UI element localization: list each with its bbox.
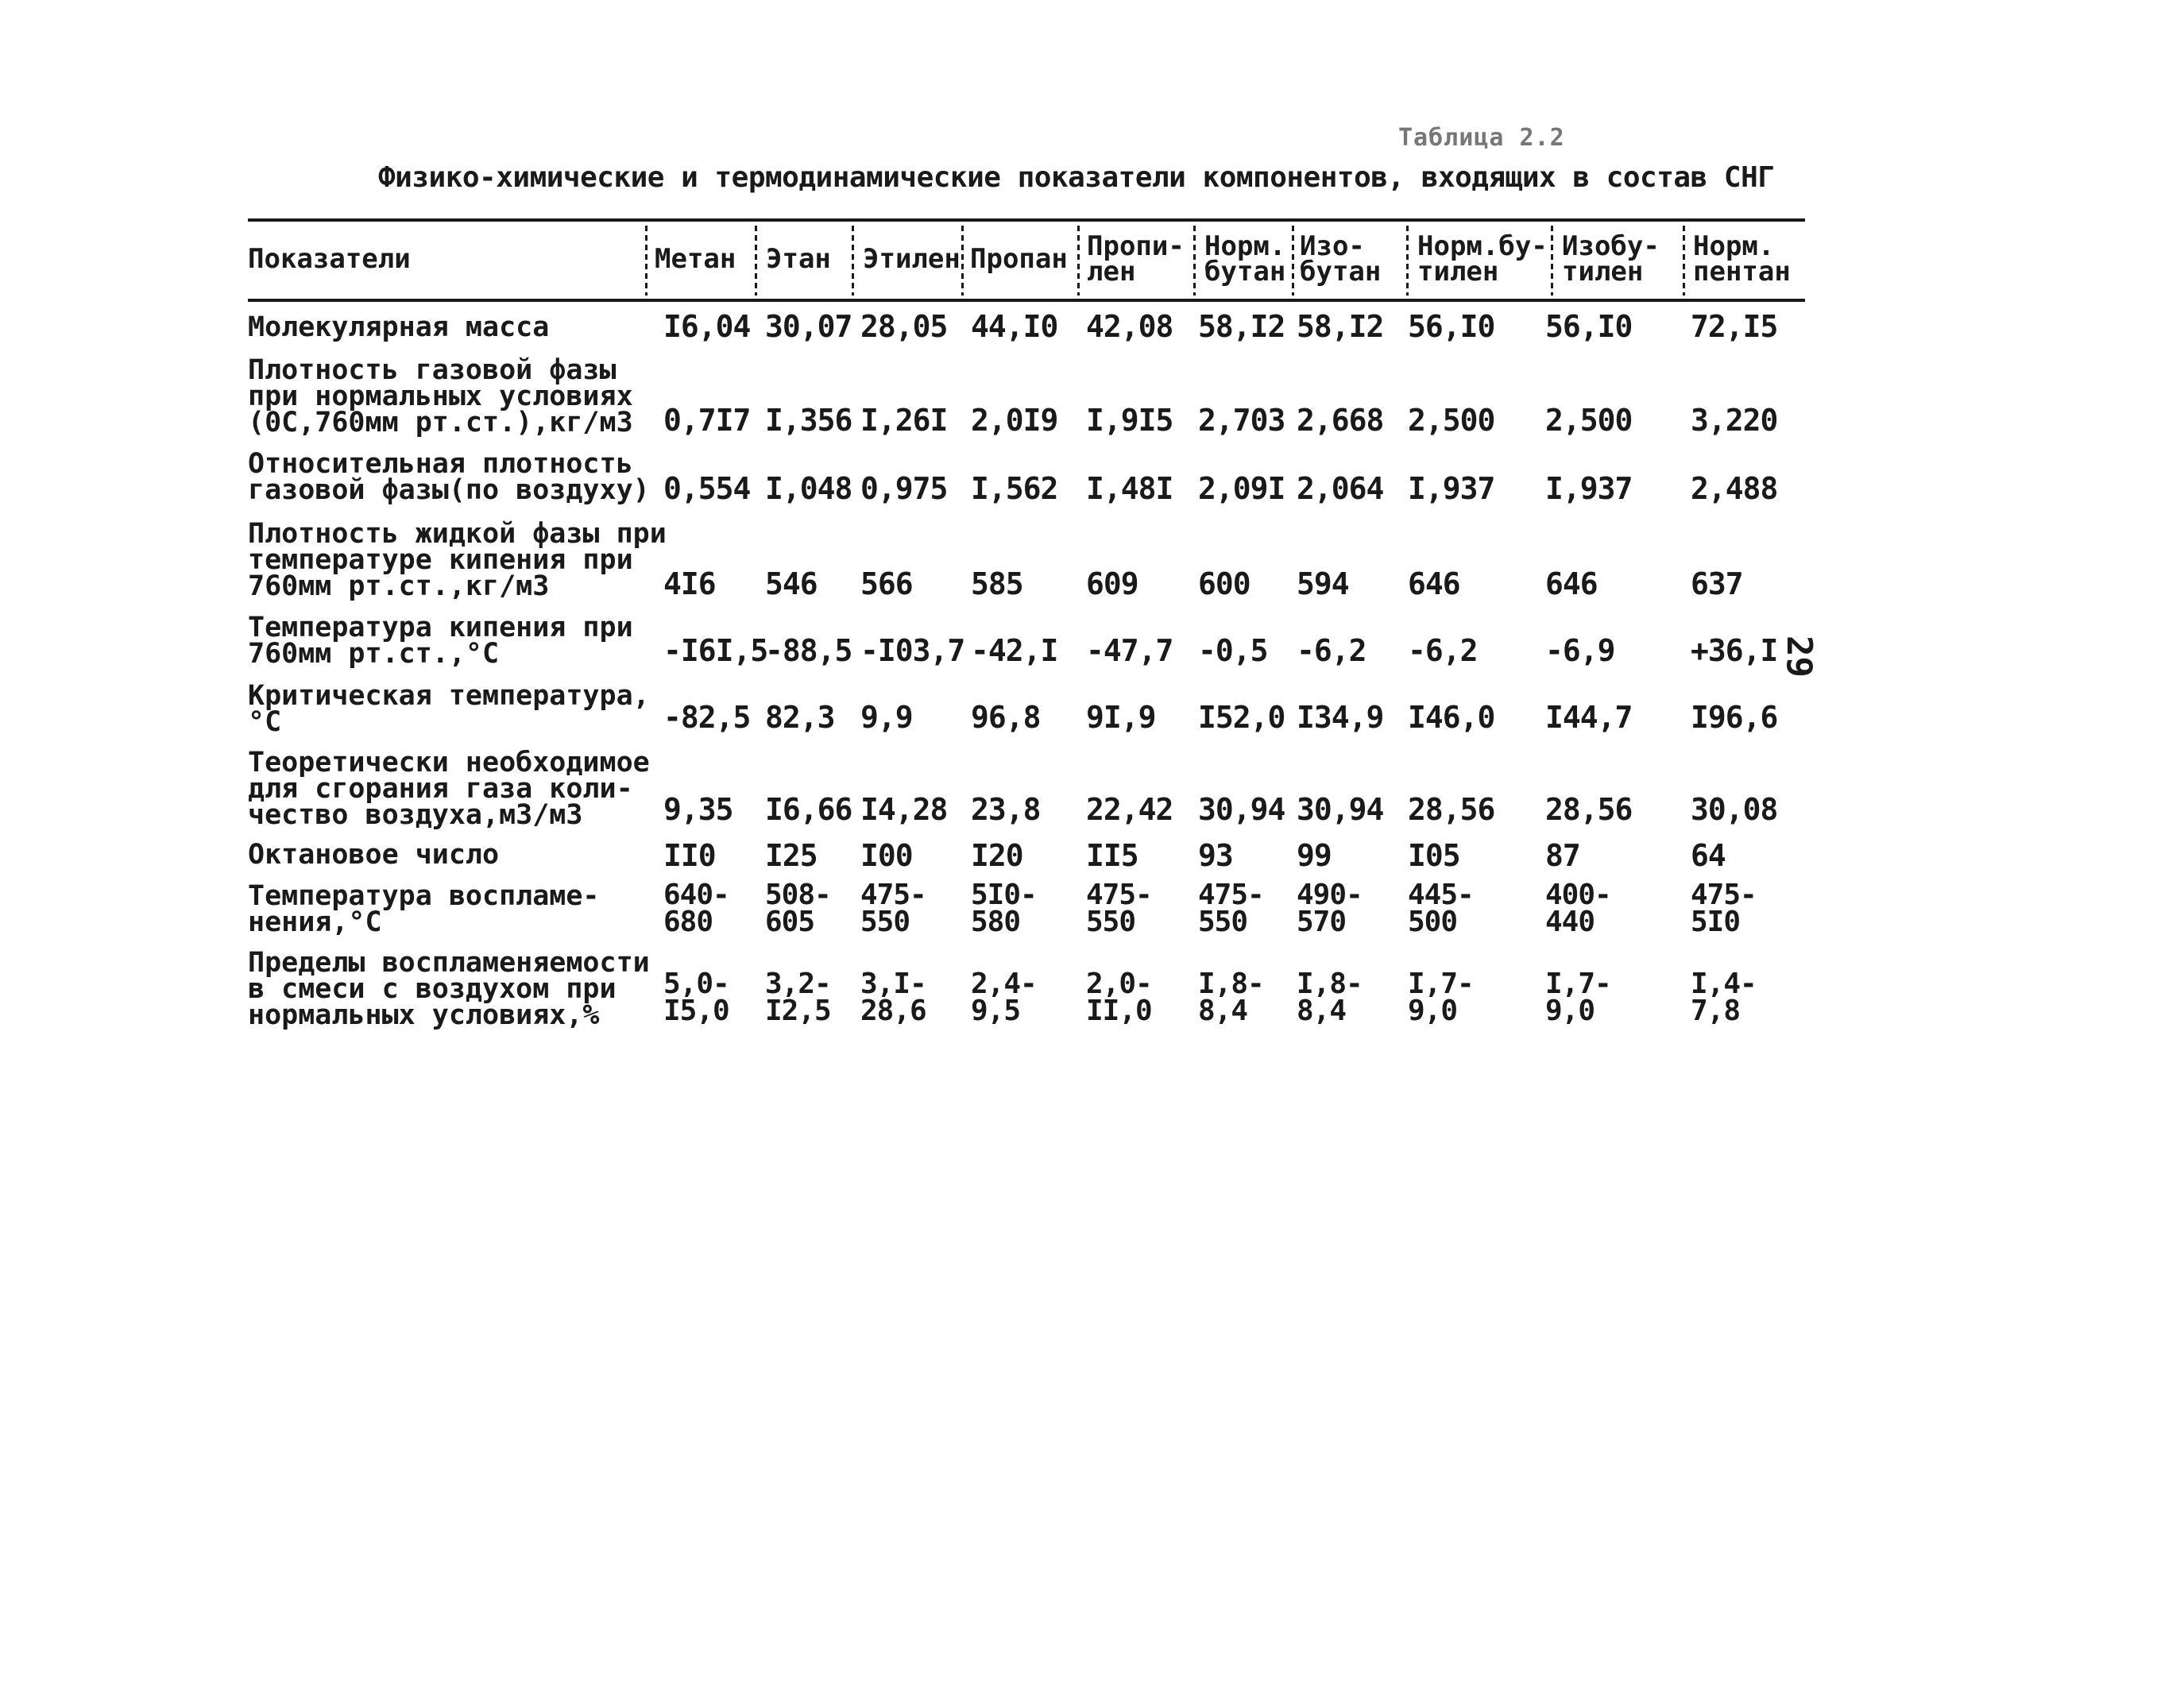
table-cell-line: 600 <box>1198 566 1250 601</box>
table-cell <box>1408 840 1460 871</box>
header-column-line: бутан <box>1204 256 1286 288</box>
table-cell-line: I6,66 <box>765 792 852 827</box>
table-cell <box>765 968 831 1027</box>
table-cell <box>971 968 1037 1027</box>
table-cell <box>1086 700 1156 735</box>
header-column-line: Норм.бу- <box>1417 230 1548 262</box>
table-cell-line: 2,064 <box>1297 471 1384 506</box>
header-column <box>766 243 831 275</box>
table-cell <box>1198 566 1250 601</box>
table-cell <box>765 311 852 342</box>
table-cell-line: I25 <box>765 838 818 873</box>
row-label-line: Плотность газовой фазы <box>248 354 617 386</box>
table-cell-line: -I6I,5 <box>663 633 768 668</box>
table-cell-line: I,4- <box>1691 968 1757 1000</box>
table-cell-line: 637 <box>1691 566 1743 601</box>
row-label-line: °С <box>248 706 282 738</box>
header-column <box>1562 230 1660 288</box>
table-cell <box>1198 403 1285 438</box>
table-cell <box>1545 311 1632 342</box>
table-cell <box>1408 968 1474 1027</box>
table-cell-line: 9,35 <box>663 792 733 827</box>
table-cell-line: 0,975 <box>860 471 948 506</box>
table-cell <box>971 311 1057 342</box>
row-label <box>248 839 500 871</box>
table-cell-line: 0,554 <box>663 471 751 506</box>
table-cell-line: 87 <box>1545 838 1580 873</box>
header-column-line: Этилен <box>863 243 961 275</box>
table-cell <box>971 473 1057 504</box>
table-cell-line: 594 <box>1297 566 1349 601</box>
table-cell-line: 500 <box>1408 906 1458 938</box>
row-label-line: Критическая температура, <box>248 680 650 712</box>
table-cell-line: -88,5 <box>765 633 852 668</box>
table-cell-line: 2,703 <box>1198 403 1285 438</box>
table-cell <box>663 879 729 938</box>
table-cell <box>1691 566 1743 601</box>
table-cell-line: 8,4 <box>1297 995 1347 1027</box>
table-cell <box>663 403 751 438</box>
table-cell-line: I05 <box>1408 838 1460 873</box>
table-cell <box>860 840 913 871</box>
table-cell <box>1691 700 1778 735</box>
header-separator <box>852 226 854 296</box>
header-column <box>1300 230 1382 288</box>
table-cell-line: 58,I2 <box>1198 309 1285 344</box>
table-cell <box>1297 403 1384 438</box>
table-cell <box>1086 633 1173 668</box>
header-separator <box>1551 226 1553 296</box>
table-cell-line: 30,94 <box>1297 792 1384 827</box>
table-cell-line: I,8- <box>1198 968 1264 1000</box>
table-cell-line: 445- <box>1408 879 1474 911</box>
table-cell-line: 475- <box>1691 879 1757 911</box>
row-label-line: нения,°С <box>248 906 382 938</box>
table-cell <box>971 633 1058 668</box>
table-cell <box>860 311 947 342</box>
table-cell-line: 30,08 <box>1691 792 1778 827</box>
table-cell <box>1691 403 1778 438</box>
row-label-line: Температура кипения при <box>248 612 633 643</box>
table-cell-line: 585 <box>971 566 1023 601</box>
table-cell-line: I,26I <box>860 403 948 438</box>
table-cell <box>1198 879 1264 938</box>
header-column-line: Этан <box>766 243 831 275</box>
table-cell-line: I4,28 <box>860 792 948 827</box>
row-label-line: 760мм рт.ст.,кг/м3 <box>248 570 550 602</box>
header-column <box>863 243 961 275</box>
table-cell-line: 9,0 <box>1545 995 1595 1027</box>
table-cell <box>1198 633 1268 668</box>
table-cell-line: 93 <box>1198 838 1233 873</box>
table-cell <box>663 566 716 601</box>
table-cell <box>1297 840 1332 871</box>
table-cell-line: 30,07 <box>765 309 852 344</box>
table-cell-line: 646 <box>1408 566 1460 601</box>
table-cell <box>663 700 751 735</box>
table-cell <box>1545 968 1611 1027</box>
header-separator <box>755 226 757 296</box>
table-cell <box>1691 794 1777 825</box>
row-label-line: 760мм рт.ст.,°С <box>248 638 500 670</box>
header-separator <box>1077 226 1080 296</box>
table-cell-line: 508- <box>765 879 831 911</box>
table-cell <box>1691 633 1778 668</box>
table-cell-line: 550 <box>860 906 910 938</box>
table-cell-line: 3,I- <box>860 968 926 1000</box>
table-cell-line: I20 <box>971 838 1023 873</box>
table-cell-line: 28,05 <box>860 309 948 344</box>
table-cell <box>860 403 948 438</box>
table-cell-line: I44,7 <box>1545 700 1633 735</box>
table-cell-line: 2,668 <box>1297 403 1384 438</box>
table-cell-line: 550 <box>1086 906 1136 938</box>
table-cell-line: 96,8 <box>971 700 1041 735</box>
table-cell <box>971 840 1023 871</box>
row-label-line: чество воздуха,м3/м3 <box>248 799 583 831</box>
table-cell <box>1691 968 1757 1027</box>
header-separator <box>1683 226 1685 296</box>
table-cell <box>1691 473 1777 504</box>
table-cell <box>971 794 1041 825</box>
header-separator <box>1292 226 1294 296</box>
table-cell <box>1297 633 1366 668</box>
table-cell-line: 5I0 <box>1691 906 1741 938</box>
table-cell <box>971 403 1058 438</box>
table-cell <box>663 311 750 342</box>
table-cell-line: -82,5 <box>663 700 751 735</box>
table-cell-line: I,048 <box>765 471 852 506</box>
header-column <box>970 243 1068 275</box>
table-cell-line: 56,I0 <box>1545 309 1633 344</box>
row-label-line: нормальных условиях,% <box>248 999 600 1031</box>
row-label <box>248 354 633 439</box>
header-column <box>1087 230 1185 288</box>
row-label <box>248 448 650 506</box>
table-cell-line: 475- <box>860 879 926 911</box>
table-cell-line: -6,2 <box>1408 633 1478 668</box>
header-separator <box>645 226 647 296</box>
table-cell-line: I,937 <box>1545 471 1633 506</box>
table-cell-line: I5,0 <box>663 995 729 1027</box>
row-label-line: газовой фазы(по воздуху) <box>248 474 650 506</box>
table-cell <box>1086 794 1173 825</box>
table-cell-line: 566 <box>860 566 913 601</box>
table-cell-line: 56,I0 <box>1408 309 1495 344</box>
table-cell <box>1408 403 1495 438</box>
table-cell-line: 28,56 <box>1545 792 1633 827</box>
table-cell-line: 475- <box>1086 879 1152 911</box>
table-cell-line: 2,0I9 <box>971 403 1058 438</box>
row-label-line: Пределы воспламеняемости <box>248 947 650 979</box>
table-cell-line: I34,9 <box>1297 700 1384 735</box>
table-cell <box>1408 473 1494 504</box>
table-cell-line: 2,4- <box>971 968 1037 1000</box>
row-label-line: для сгорания газа коли- <box>248 773 633 805</box>
header-column-line: Изобу- <box>1562 230 1660 262</box>
row-label-line: в смеси с воздухом при <box>248 973 617 1005</box>
table-cell <box>1198 968 1264 1027</box>
table-cell-line: I,48I <box>1086 471 1173 506</box>
row-label-line: Температура воспламе- <box>248 880 600 912</box>
table-cell-line: I6,04 <box>663 309 751 344</box>
table-cell <box>765 633 852 668</box>
table-cell <box>1545 879 1611 938</box>
table-cell-line: -0,5 <box>1198 633 1268 668</box>
table-cell-line: II,0 <box>1086 995 1152 1027</box>
table-cell-line: 2,09I <box>1198 471 1285 506</box>
table-cell <box>1545 700 1633 735</box>
table-cell <box>1408 566 1460 601</box>
table-cell-line: 640- <box>663 879 729 911</box>
table-cell <box>1297 311 1383 342</box>
row-label-line: при нормальных условиях <box>248 381 633 412</box>
table-cell-line: 2,500 <box>1408 403 1495 438</box>
table-cell <box>1691 840 1726 871</box>
header-column-line: тилен <box>1417 256 1499 288</box>
table-cell <box>1086 879 1152 938</box>
table-cell <box>971 700 1041 735</box>
header-column-line: Метан <box>655 243 736 275</box>
row-label-line: температуре кипения при <box>248 544 633 576</box>
table-cell <box>1198 840 1233 871</box>
row-label-line: Молекулярная масса <box>248 311 550 343</box>
row-label <box>248 311 550 343</box>
row-label-line: Октановое число <box>248 839 500 871</box>
table-cell-line: 28,6 <box>860 995 926 1027</box>
table-cell <box>765 840 818 871</box>
table-cell-line: 400- <box>1545 879 1611 911</box>
table-cell-line: 9I,9 <box>1086 700 1156 735</box>
row-label-line: (0С,760мм рт.ст.),кг/м3 <box>248 407 633 439</box>
table-cell-line: II5 <box>1086 838 1138 873</box>
table-cell <box>860 879 926 938</box>
table-cell-line: I,937 <box>1408 471 1495 506</box>
table-cell <box>765 473 852 504</box>
table-cell-line: 42,08 <box>1086 309 1173 344</box>
row-label <box>248 947 650 1031</box>
table-cell-line: 440 <box>1545 906 1595 938</box>
table-cell-line: 7,8 <box>1691 995 1741 1027</box>
row-label-line: Плотность жидкой фазы при <box>248 518 667 550</box>
table-cell-line: 0,7I7 <box>663 403 751 438</box>
table-cell-line: II0 <box>663 838 716 873</box>
table-cell-line: I46,0 <box>1408 700 1495 735</box>
header-column-line: Норм. <box>1204 230 1286 262</box>
table-cell <box>1297 473 1383 504</box>
row-label <box>248 880 600 938</box>
table-cell <box>663 633 768 668</box>
table-cell <box>1198 311 1285 342</box>
table-cell <box>860 566 913 601</box>
table-cell-line: 680 <box>663 906 713 938</box>
table-cell-line: 8,4 <box>1198 995 1248 1027</box>
header-column <box>1417 230 1548 288</box>
table-cell-line: I,7- <box>1545 968 1611 1000</box>
table-cell-line: -47,7 <box>1086 633 1173 668</box>
table-cell <box>1545 473 1632 504</box>
table-cell-line: I00 <box>860 838 913 873</box>
row-label <box>248 747 650 831</box>
table-cell-line: 22,42 <box>1086 792 1173 827</box>
table-cell-line: -42,I <box>971 633 1058 668</box>
table-cell <box>860 700 913 735</box>
table-cell <box>1691 311 1777 342</box>
table-cell <box>1408 700 1495 735</box>
table-cell <box>1545 403 1633 438</box>
row-label <box>248 518 667 602</box>
table-cell <box>1198 794 1285 825</box>
row-label-line: Теоретически необходимое <box>248 747 650 779</box>
table-cell-line: 546 <box>765 566 818 601</box>
table-cell <box>1545 794 1632 825</box>
table-cell <box>971 879 1037 938</box>
table-cell-line: 64 <box>1691 838 1726 873</box>
table-cell <box>1086 403 1173 438</box>
table-cell-line: 475- <box>1198 879 1264 911</box>
table-cell-line: 2,0- <box>1086 968 1152 1000</box>
header-column-line: Пропи- <box>1087 230 1185 262</box>
table-number: Таблица 2.2 <box>1398 124 1565 152</box>
table-cell-line: 23,8 <box>971 792 1041 827</box>
header-column <box>655 243 736 275</box>
table-cell <box>663 968 729 1027</box>
table-cell <box>1297 700 1384 735</box>
page-number: 29 <box>1779 636 1819 678</box>
table-cell-line: I,356 <box>765 403 852 438</box>
row-label <box>248 612 633 670</box>
table-cell <box>1086 566 1138 601</box>
table-cell-line: I,9I5 <box>1086 403 1173 438</box>
table-cell-line: +36,I <box>1691 633 1778 668</box>
table-cell-line: I96,6 <box>1691 700 1778 735</box>
table-cell-line: 9,9 <box>860 700 913 735</box>
header-column-line: Норм. <box>1693 230 1775 262</box>
table-cell-line: 5I0- <box>971 879 1037 911</box>
header-separator <box>961 226 964 296</box>
table-cell-line: 490- <box>1297 879 1363 911</box>
table-cell-line: 550 <box>1198 906 1248 938</box>
table-cell <box>1297 968 1363 1027</box>
table-cell <box>1297 879 1363 938</box>
table-cell <box>1086 311 1173 342</box>
table-cell <box>1198 473 1285 504</box>
table-cell <box>765 879 831 938</box>
header-column <box>1204 230 1286 288</box>
table-cell-line: 5,0- <box>663 968 729 1000</box>
table-title: Физико-химические и термодинамические показатели компонентов, входящих в состав СНГ <box>378 161 1775 194</box>
header-column-line: Изо- <box>1300 230 1365 262</box>
table-cell-line: 646 <box>1545 566 1598 601</box>
table-cell <box>1545 840 1580 871</box>
table-cell <box>860 794 947 825</box>
table-cell <box>971 566 1023 601</box>
header-separator <box>1406 226 1409 296</box>
header-column-line: лен <box>1087 256 1136 288</box>
row-label <box>248 680 650 738</box>
table-cell-line: I,7- <box>1408 968 1474 1000</box>
table-cell <box>1297 794 1383 825</box>
table-cell <box>765 566 818 601</box>
table-cell-line: 3,220 <box>1691 403 1778 438</box>
table-cell-line: 570 <box>1297 906 1347 938</box>
table-cell-line: I2,5 <box>765 995 831 1027</box>
table-cell <box>1086 473 1173 504</box>
table-cell-line: 609 <box>1086 566 1138 601</box>
table-cell-line: 9,5 <box>971 995 1021 1027</box>
header-column <box>1693 230 1791 288</box>
table-header-rule <box>248 299 1805 302</box>
table-cell <box>663 840 716 871</box>
row-label-line: Относительная плотность <box>248 448 633 480</box>
table-cell-line: 2,488 <box>1691 471 1778 506</box>
table-cell <box>1545 633 1615 668</box>
header-column-line: Пропан <box>970 243 1068 275</box>
table-cell <box>1691 879 1757 938</box>
table-cell <box>765 700 835 735</box>
table-cell <box>1408 879 1474 938</box>
table-cell <box>1297 566 1349 601</box>
table-cell <box>663 473 750 504</box>
table-top-rule <box>248 218 1805 222</box>
table-cell <box>765 403 852 438</box>
table-cell-line: 9,0 <box>1408 995 1458 1027</box>
table-cell <box>860 968 926 1027</box>
table-cell <box>765 794 852 825</box>
table-cell <box>663 794 733 825</box>
table-cell-line: 99 <box>1297 838 1332 873</box>
table-cell-line: 28,56 <box>1408 792 1495 827</box>
table-cell-line: 580 <box>971 906 1021 938</box>
table-cell <box>1198 700 1285 735</box>
table-cell-line: 3,2- <box>765 968 831 1000</box>
table-cell-line: I,562 <box>971 471 1058 506</box>
table-cell <box>860 473 947 504</box>
table-cell <box>1086 840 1138 871</box>
table-cell-line: 58,I2 <box>1297 309 1384 344</box>
header-separator <box>1193 226 1196 296</box>
header-indicator: Показатели <box>248 243 411 275</box>
table-cell-line: 44,I0 <box>971 309 1058 344</box>
table-cell-line: I,8- <box>1297 968 1363 1000</box>
header-column-line: тилен <box>1562 256 1644 288</box>
header-column-line: пентан <box>1693 256 1791 288</box>
table-cell-line: -6,9 <box>1545 633 1615 668</box>
table-cell-line: 4I6 <box>663 566 716 601</box>
table-cell-line: 72,I5 <box>1691 309 1778 344</box>
table-cell <box>1408 311 1494 342</box>
header-column-line: бутан <box>1300 256 1382 288</box>
table-cell <box>1408 633 1478 668</box>
table-cell-line: 605 <box>765 906 815 938</box>
table-cell-line: I52,0 <box>1198 700 1285 735</box>
table-cell <box>1408 794 1494 825</box>
table-cell <box>860 633 965 668</box>
table-cell <box>1545 566 1598 601</box>
table-cell-line: -I03,7 <box>860 633 965 668</box>
table-cell-line: 82,3 <box>765 700 835 735</box>
table-cell-line: 2,500 <box>1545 403 1633 438</box>
table-cell <box>1086 968 1152 1027</box>
table-cell-line: 30,94 <box>1198 792 1285 827</box>
table-cell-line: -6,2 <box>1297 633 1366 668</box>
